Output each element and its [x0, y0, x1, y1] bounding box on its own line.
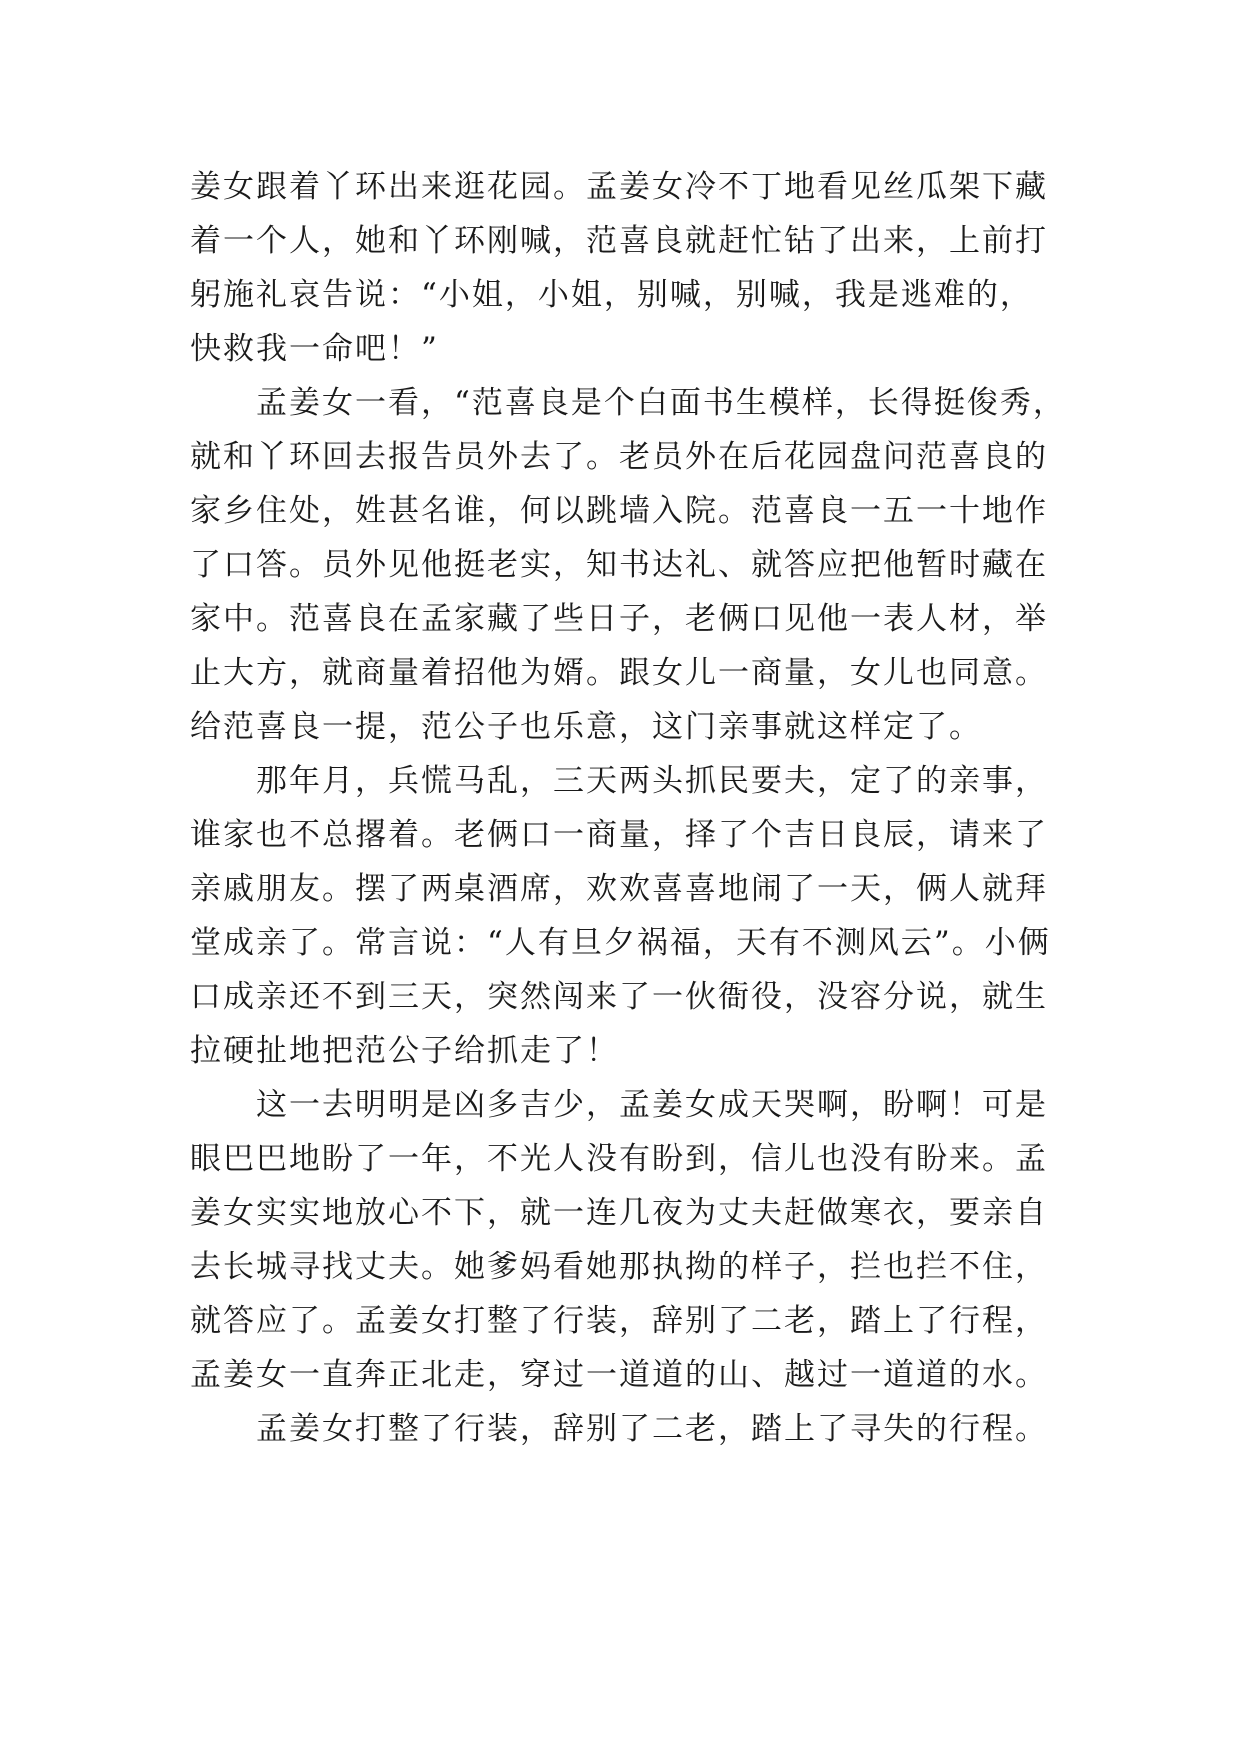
text-line: 孟姜女打整了行装，辞别了二老，踏上了寻失的行程。 [256, 1411, 1048, 1447]
text-line: 了口答。员外见他挺老实，知书达礼、就答应把他暂时藏在 [190, 547, 1048, 583]
text-line: 孟姜女一直奔正北走，穿过一道道的山、越过一道道的水。 [190, 1357, 1048, 1393]
text-line: 给范喜良一提，范公子也乐意，这门亲事就这样定了。 [190, 709, 982, 745]
story-text [190, 160, 1090, 1456]
text-line: 快救我一命吧！” [190, 331, 439, 367]
text-line: 姜女跟着丫环出来逛花园。孟姜女冷不丁地看见丝瓜架下藏 [190, 169, 1048, 205]
text-line: 口成亲还不到三天，突然闯来了一伙衙役，没容分说，就生 [190, 979, 1048, 1015]
text-line: 堂成亲了。常言说：“人有旦夕祸福，天有不测风云”。小俩 [190, 925, 1051, 961]
text-line: 亲戚朋友。摆了两桌酒席，欢欢喜喜地闹了一天，俩人就拜 [190, 871, 1048, 907]
text-line: 眼巴巴地盼了一年，不光人没有盼到，信儿也没有盼来。孟 [190, 1141, 1048, 1177]
text-line: 孟姜女一看，“范喜良是个白面书生模样，长得挺俊秀， [256, 385, 1066, 421]
text-line: 就答应了。孟姜女打整了行装，辞别了二老，踏上了行程， [190, 1303, 1048, 1339]
text-line: 家中。范喜良在孟家藏了些日子，老俩口见他一表人材，举 [190, 601, 1048, 637]
text-line: 谁家也不总撂着。老俩口一商量，择了个吉日良辰，请来了 [190, 817, 1048, 853]
text-line: 去长城寻找丈夫。她爹妈看她那执拗的样子，拦也拦不住， [190, 1249, 1048, 1285]
text-line: 那年月，兵慌马乱，三天两头抓民要夫，定了的亲事， [256, 763, 1048, 799]
text-line: 就和丫环回去报告员外去了。老员外在后花园盘问范喜良的 [190, 439, 1048, 475]
text-line: 躬施礼哀告说：“小姐，小姐，别喊，别喊，我是逃难的， [190, 277, 1033, 313]
text-line: 着一个人，她和丫环刚喊，范喜良就赶忙钻了出来，上前打 [190, 223, 1048, 259]
text-line: 止大方，就商量着招他为婿。跟女儿一商量，女儿也同意。 [190, 655, 1048, 691]
text-line: 这一去明明是凶多吉少，孟姜女成天哭啊，盼啊！可是 [256, 1087, 1048, 1123]
text-line: 家乡住处，姓甚名谁，何以跳墙入院。范喜良一五一十地作 [190, 493, 1048, 529]
text-line: 姜女实实地放心不下，就一连几夜为丈夫赶做寒衣，要亲自 [190, 1195, 1048, 1231]
text-line: 拉硬扯地把范公子给抓走了！ [190, 1033, 619, 1069]
